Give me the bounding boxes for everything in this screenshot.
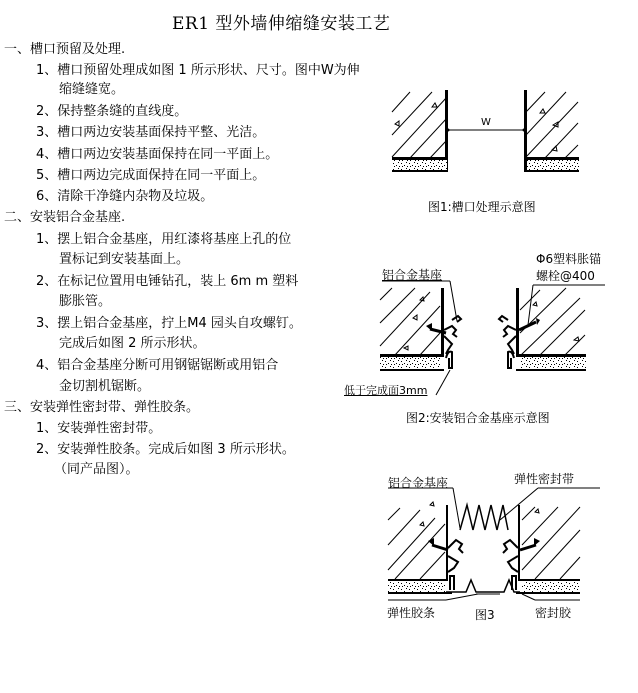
elastic-seal-band [460,505,508,530]
item-number: 3、 [36,316,58,331]
section-heading: 三、安装弹性密封带、弹性胶条。 [4,400,200,415]
item-number: 1、 [36,63,58,78]
right-finish-layer [527,160,579,171]
item-text: 安装弹性密封带。 [57,421,162,436]
fig1-caption: 图1:槽口处理示意图 [428,200,536,214]
leader-line-anchor [528,285,533,325]
item-number: 6、 [36,189,58,204]
right-anchor-bolt-icon [536,318,540,325]
section-heading: 一、槽口预留及处理. [4,42,126,57]
fig2-label-anchor-line1: Φ6塑料胀锚 [536,252,602,266]
item-text: 槽口预留处理成如图 1 所示形状、尺寸。图中W为伸 [57,63,360,78]
item-number: 5、 [36,168,58,183]
fig3-label-rubber-strip: 弹性胶条 [387,606,436,620]
left-finish-layer [392,160,447,171]
page-title: ER1 型外墙伸缩缝安装工艺 [172,14,391,34]
fig3-label-seal-band: 弹性密封带 [514,472,575,486]
item-number: 1、 [36,232,58,247]
item-number: 4、 [36,147,58,162]
section-heading: 二、安装铝合金基座. [4,210,126,225]
item-text: 在标记位置用电锤钻孔，装上 6m m 塑料 [57,274,299,289]
item-text: 摆上铝合金基座，用红漆将基座上孔的位 [57,232,292,247]
fig3-label-sealant: 密封胶 [535,606,572,620]
item-text: 铝合金基座分断可用钢锯锯断或用铝合 [57,358,279,373]
left-wall-hatch [392,92,447,158]
figure-3-finished-diagram [388,488,600,600]
fig1-width-label: W [481,117,491,128]
fig2-caption: 图2:安装铝合金基座示意图 [406,411,550,425]
item-continuation: 缩缝缝宽。 [59,82,125,97]
fig2-label-lower: 低于完成面3mm [344,384,428,397]
item-text: 槽口两边安装基面保持在同一平面上。 [57,147,279,162]
left-anchor-bolt-icon [426,323,432,331]
item-continuation: 膨胀管。 [59,294,112,309]
item-text: 摆上铝合金基座，拧上M4 园头自攻螺钉。 [57,316,302,331]
figure-2-base-install-diagram [380,281,605,395]
leader-line-base [450,281,457,321]
item-number: 2、 [36,442,58,457]
item-text: 清除干净缝内杂物及垃圾。 [57,189,214,204]
item-continuation: 金切割机锯断。 [59,379,151,394]
item-text: 安装弹性胶条。完成后如图 3 所示形状。 [57,442,295,457]
item-text: 保持整条缝的直线度。 [57,104,188,119]
leader-line-lower [436,370,450,395]
leader-line-base [453,488,460,528]
item-continuation: 完成后如图 2 所示形状。 [59,336,206,351]
leader-line-rubber-strip [446,594,478,600]
item-text: 槽口两边完成面保持在同一平面上。 [57,168,266,183]
elastic-rubber-strip [446,580,520,592]
item-number: 4、 [36,358,58,373]
right-wall-hatch [526,92,578,158]
fig2-label-base: 铝合金基座 [382,268,443,282]
item-number: 2、 [36,274,58,289]
fig3-label-base: 铝合金基座 [388,476,449,490]
item-number: 1、 [36,421,58,436]
item-number: 2、 [36,104,58,119]
figure-1-slot-diagram [392,90,579,172]
fig2-label-anchor-line2: 螺栓@400 [536,269,595,283]
item-continuation: 置标记到安装基面上。 [59,252,190,267]
leader-line-sealant [522,594,535,600]
item-number: 3、 [36,125,58,140]
item-text: 槽口两边安装基面保持平整、光洁。 [57,125,266,140]
fig3-caption: 图3 [475,608,495,622]
item-continuation: （同产品图）。 [54,462,139,477]
